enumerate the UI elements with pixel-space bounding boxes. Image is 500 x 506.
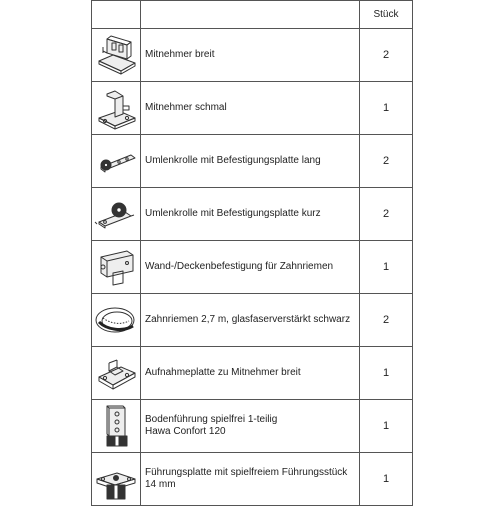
- mitnehmer-breit-icon: [93, 31, 139, 79]
- table-row: [92, 82, 413, 135]
- table-row: [92, 400, 413, 453]
- mitnehmer-schmal-icon: [93, 84, 139, 132]
- header-image-cell: [92, 1, 141, 29]
- row-description: Umlenkrolle mit Befestigungsplatte kurz: [141, 188, 360, 241]
- quantity-header: Stück: [360, 1, 413, 29]
- row-quantity: 2: [360, 294, 413, 347]
- parts-table: [91, 0, 413, 506]
- fuehrungsplatte-icon: [93, 455, 139, 503]
- row-description: Umlenkrolle mit Befestigungsplatte lang: [141, 135, 360, 188]
- row-quantity: 1: [360, 453, 413, 506]
- row-quantity: 2: [360, 135, 413, 188]
- table-row: [92, 347, 413, 400]
- table-row: [92, 241, 413, 294]
- table-row: [92, 453, 413, 506]
- row-quantity: 1: [360, 400, 413, 453]
- row-description-line2: Hawa Confort 120: [145, 426, 226, 437]
- row-quantity: 1: [360, 347, 413, 400]
- row-quantity: 1: [360, 82, 413, 135]
- umlenkrolle-lang-icon: [93, 137, 139, 185]
- aufnahmeplatte-icon: [93, 349, 139, 397]
- header-description-cell: [141, 1, 360, 29]
- row-description: Zahnriemen 2,7 m, glasfaserverstärkt schwarz: [141, 294, 360, 347]
- table-header-row: [92, 1, 413, 29]
- umlenkrolle-kurz-icon: [93, 190, 139, 238]
- row-description: Mitnehmer schmal: [141, 82, 360, 135]
- table-row: [92, 188, 413, 241]
- wand-deckenbefestigung-icon: [93, 243, 139, 291]
- table-row: [92, 135, 413, 188]
- row-description: Führungsplatte mit spielfreiem Führungsstück: [145, 467, 348, 478]
- table-row: [92, 294, 413, 347]
- table-row: [92, 29, 413, 82]
- row-description: Wand-/Deckenbefestigung für Zahnriemen: [141, 241, 360, 294]
- row-quantity: 1: [360, 241, 413, 294]
- zahnriemen-icon: [93, 296, 139, 344]
- row-description: Aufnahmeplatte zu Mitnehmer breit: [141, 347, 360, 400]
- row-description: Mitnehmer breit: [141, 29, 360, 82]
- row-quantity: 2: [360, 29, 413, 82]
- row-quantity: 2: [360, 188, 413, 241]
- row-description: Bodenführung spielfrei 1-teilig: [145, 414, 278, 425]
- bodenfuehrung-icon: [93, 402, 139, 450]
- row-description-line2: 14 mm: [145, 479, 176, 490]
